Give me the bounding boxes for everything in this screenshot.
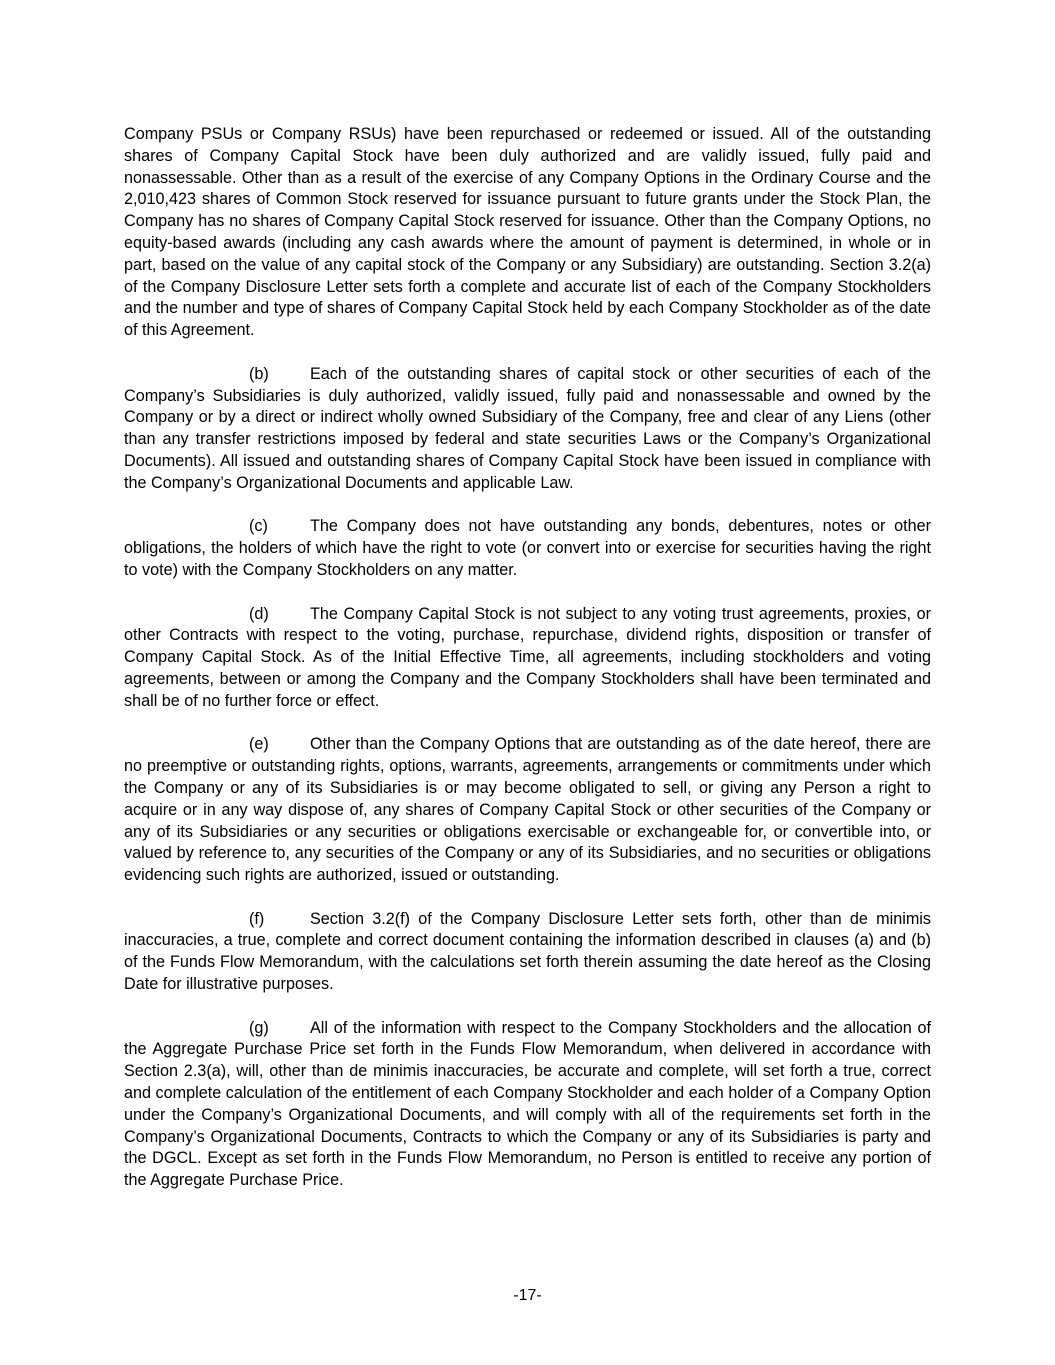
clause-label: (d) [249,604,269,623]
paragraph-text: Each of the outstanding shares of capital stock or other securities of each of the Company’s Subsidiaries is duly authorized, validly issued, fully paid and nonassessable and owned by the Company or by a direct or indirect wholly owned Subsidiary of the Company, free and clear of any Liens (other than any transfer restrictions imposed by federal and state securities Laws or the Company’s Organizational Documents). All issued and outstanding shares of Company Capital Stock have been issued in compliance with the Company’s Organizational Documents and applicable Law. [124,364,931,492]
clause-label: (c) [249,517,268,536]
paragraph-text: Other than the Company Options that are outstanding as of the date hereof, there are no preemptive or outstanding rights, options, warrants, agreements, arrangements or commitments under which the Company or any of its Subsidiaries is or may become obligated to sell, or giving any Person a right to acquire or in any way dispose of, any shares of Company Capital Stock or other securities of the Company or any of its Subsidiaries or any securities or obligations exercisable or exchangeable for, or convertible into, or valued by reference to, any securities of the Company or any of its Subsidiaries, and no securities or obligations evidencing such rights are authorized, issued or outstanding. [124,735,931,885]
page-number: -17- [513,1287,542,1304]
paragraph-text: The Company Capital Stock is not subject to any voting trust agreements, proxies, or other Contracts with respect to the voting, purchase, repurchase, dividend rights, disposition or transfer of Company Capital Stock. As of the Initial Effective Time, all agreements, including stockholders and voting agreements, between or among the Company and the Company Stockholders shall have been terminated and shall be of no further force or effect. [124,604,931,710]
document-page [124,124,931,1214]
clause-label: (f) [249,909,265,928]
paragraph-b [124,364,931,495]
clause-label: (g) [249,1018,269,1037]
paragraph-d [124,604,931,713]
paragraph-a-continuation [124,124,931,342]
clause-label: (e) [249,735,269,754]
paragraph-text: The Company does not have outstanding any bonds, debentures, notes or other obligations, the holders of which have the right to vote (or convert into or exercise for securities having the right to vote) with the Company Stockholders on any matter. [124,517,931,579]
paragraph-c [124,516,931,581]
paragraph-f [124,909,931,996]
paragraph-g [124,1018,931,1192]
paragraph-text: All of the information with respect to the Company Stockholders and the allocation of the Aggregate Purchase Price set forth in the Funds Flow Memorandum, when delivered in accordance with Section 2.3(a), will, other than de minimis inaccuracies, be accurate and complete, will set forth a true, correct and complete calculation of the entitlement of each Company Stockholder and each holder of a Company Option under the Company’s Organizational Documents, and will comply with all of the requirements set forth in the Company’s Organizational Documents, Contracts to which the Company or any of its Subsidiaries is party and the DGCL. Except as set forth in the Funds Flow Memorandum, no Person is entitled to receive any portion of the Aggregate Purchase Price. [124,1018,931,1190]
paragraph-text: Section 3.2(f) of the Company Disclosure Letter sets forth, other than de minimis inaccuracies, a true, complete and correct document containing the information described in clauses (a) and (b) of the Funds Flow Memorandum, with the calculations set forth therein assuming the date hereof as the Closing Date for illustrative purposes. [124,909,931,994]
clause-label: (b) [249,364,269,383]
paragraph-text: Company PSUs or Company RSUs) have been repurchased or redeemed or issued. All of the outstanding shares of Company Capital Stock have been duly authorized and are validly issued, fully paid and nonassessable. Other than as a result of the exercise of any Company Options in the Ordinary Course and the 2,010,423 shares of Common Stock reserved for issuance pursuant to future grants under the Stock Plan, the Company has no shares of Company Capital Stock reserved for issuance. Other than the Company Options, no equity-based awards (including any cash awards where the amount of payment is determined, in whole or in part, based on the value of any capital stock of the Company or any Subsidiary) are outstanding. Section 3.2(a) of the Company Disclosure Letter sets forth a complete and accurate list of each of the Company Stockholders and the number and type of shares of Company Capital Stock held by each Company Stockholder as of the date of this Agreement. [124,125,931,340]
paragraph-e [124,734,931,887]
